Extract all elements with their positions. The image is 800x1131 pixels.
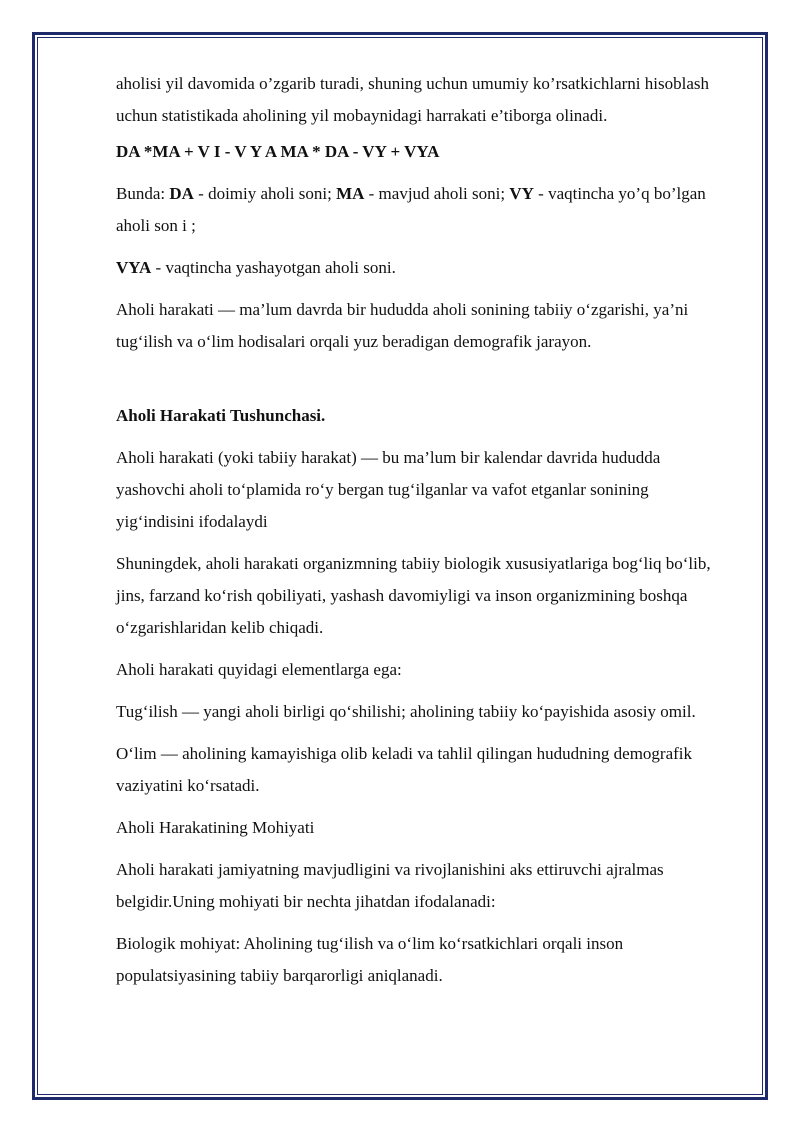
paragraph-3: Shuningdek, aholi harakati organizmning tabiiy biologik xususiyatlariga bog‘liq bo‘lib, jins, farzand ko‘rish qobiliyati, yashash davomiyligi va inson organizmining boshqa o‘zgarishlaridan kelib chiqadi.: [116, 554, 711, 637]
paragraph-definition: Aholi harakati — ma’lum davrda bir hududda aholi sonining tabiiy o‘zgarishi, ya’ni tug‘ilish va o‘lim hodisalari orqali yuz beradigan demografik jarayon.: [116, 300, 689, 351]
paragraph-9: Biologik mohiyat: Aholining tug‘ilish va o‘lim ko‘rsatkichlari orqali inson populatsiyasining tabiiy barqarorligi aniqlanadi.: [116, 934, 624, 985]
section-heading: Aholi Harakati Tushunchasi.: [116, 406, 326, 425]
term-vy-text: - vaqtincha yo’q bo’lgan aholi son i ;: [116, 184, 706, 235]
term-ma-text: - mavjud aholi soni;: [364, 184, 510, 203]
paragraph-8: Aholi harakati jamiyatning mavjudligini va rivojlanishini aks ettiruvchi ajralmas belgidir.Uning mohiyati bir nechta jihatdan ifodalanadi:: [116, 860, 664, 911]
definitions-intro: Bunda:: [116, 184, 170, 203]
term-vya-text: - vaqtincha yashayotgan aholi soni.: [151, 258, 396, 277]
paragraph-continuation: aholisi yil davomida o’zgarib turadi, shuning uchun umumiy ko’rsatkichlarni hisoblash uchun statistikada aholining yil mobaynidagi harrakati e’tiborga olinadi.: [116, 74, 710, 125]
paragraph-6: O‘lim — aholining kamayishiga olib keladi va tahlil qilingan hududning demografik vaziyatini ko‘rsatadi.: [116, 744, 693, 795]
definitions-paragraph: [116, 178, 716, 242]
term-da-text: - doimiy aholi soni;: [193, 184, 337, 203]
paragraph-5: Tug‘ilish — yangi aholi birligi qo‘shilishi; aholining tabiiy ko‘payishida asosiy omil.: [116, 702, 696, 721]
term-da: DA: [169, 184, 194, 203]
document-body: [116, 68, 716, 1002]
vya-definition: [116, 252, 716, 284]
paragraph-4: Aholi harakati quyidagi elementlarga ega:: [116, 660, 402, 679]
formula: DA *MA + V I - V Y A MA * DA - VY + VYA: [116, 142, 440, 161]
term-vya: VYA: [116, 258, 152, 277]
term-vy: VY: [509, 184, 534, 203]
term-ma: MA: [336, 184, 365, 203]
subheading: Aholi Harakatining Mohiyati: [116, 818, 315, 837]
paragraph-2: Aholi harakati (yoki tabiiy harakat) — bu ma’lum bir kalendar davrida hududda yashovchi aholi to‘plamida ro‘y bergan tug‘ilganlar va vafot etganlar sonining yig‘indisini ifodalaydi: [116, 448, 661, 531]
